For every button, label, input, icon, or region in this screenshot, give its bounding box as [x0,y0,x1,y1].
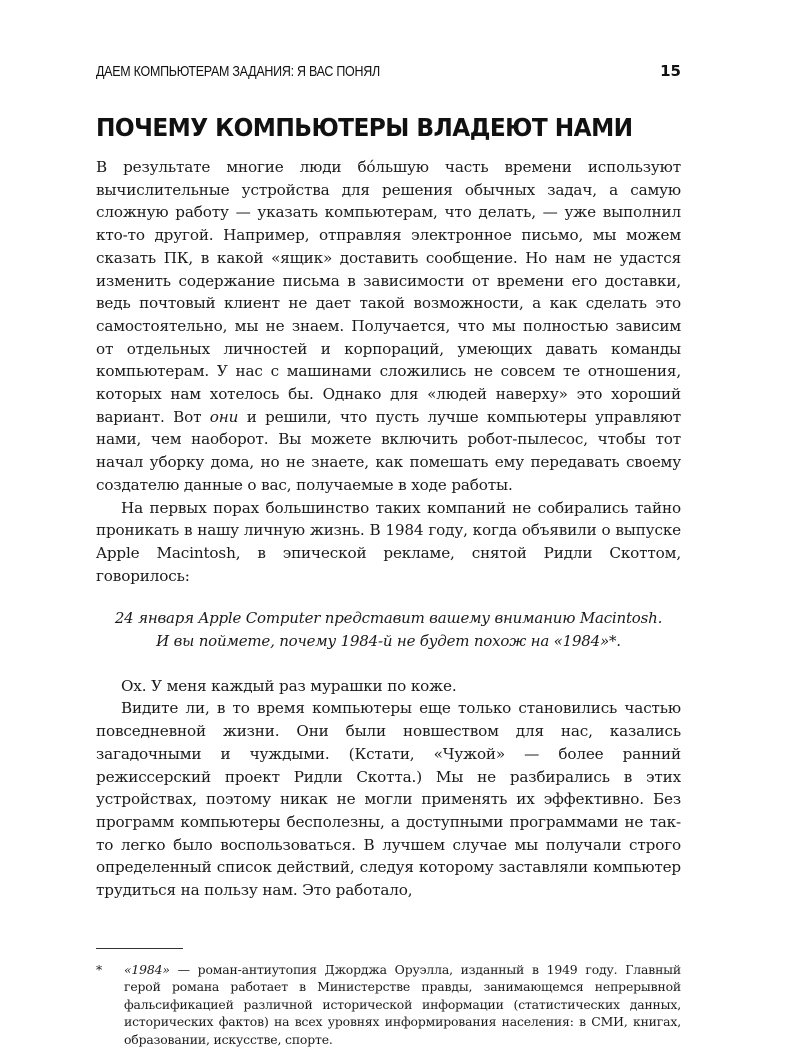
paragraph-2: На первых порах большинство таких компаний не собирались тайно проникать в нашу личную жизнь. В 1984 году, когда объявили о выпуске Apple Macintosh, в эпической рекламе, снятой Ридли Скоттом, говорилось: [96,498,681,585]
paragraph-3: Ох. У меня каждый раз мурашки по коже. [121,676,457,695]
book-page [96,62,681,1048]
quote-line-1: 24 января Apple Computer представит вашему вниманию Macintosh. [114,609,663,628]
footnote [96,961,681,1048]
paragraph-1: В результате многие люди бóльшую часть времени используют вычислительные устройства для решения обычных задач, а самую сложную работу — указать компьютерам, что делать, — уже выполнил кто-то другой. Например, отправляя электронное письмо, мы можем сказать ПК, в какой «ящик» доставить сообщение. Но нам не удастся изменить содержание письма в зависимости от времени его доставки, ведь почтовый клиент не дает такой возможности, а как сделать это самостоятельно, мы не знаем. Получается, что мы полностью зависим от отдельных личностей и корпораций, умеющих давать команды компьютерам. У нас с машинами сложились не совсем те отношения, которых нам хотелось бы. Однако для «людей наверху» это хороший вариант. Вот они и решили, что пусть лучше компьютеры управляют нами, чем наоборот. Вы можете включить робот-пылесос, чтобы тот начал уборку дома, но не знаете, как помешать ему передавать своему создателю данные о вас, получаемые в ходе работы. [96,158,681,494]
footnote-marker: * [96,961,103,977]
section-heading: ПОЧЕМУ КОМПЬЮТЕРЫ ВЛАДЕЮТ НАМИ [96,113,633,142]
block-quote [96,607,681,652]
running-title: ДАЕМ КОМПЬЮТЕРАМ ЗАДАНИЯ: Я ВАС ПОНЯЛ [96,64,380,80]
emphasis-they: они [209,407,239,426]
paragraph-4: Видите ли, в то время компьютеры еще только становились частью повседневной жизни. Они были новшеством для нас, казались загадочными и чуждыми. (Кстати, «Чужой» — более ранний режиссерский проект Ридли Скотта.) Мы не разбирались в этих устройствах, поэтому никак не могли применять их эффективно. Без программ компьютеры бесполезны, а доступными программами не так-то легко было воспользоваться. В лучшем случае мы получали строго определенный список действий, следуя которому заставляли компьютер трудиться на пользу нам. Это работало, [96,699,681,900]
footnote-title: «1984» [124,961,170,977]
body-text [96,156,681,587]
page-number: 15 [660,62,681,80]
footnote-divider [96,948,183,949]
quote-line-2: И вы поймете, почему 1984-й не будет похож на «1984»*. [156,632,621,651]
footnote-text: «1984» — роман-антиутопия Джорджа Оруэлла, изданный в 1949 году. Главный герой романа работает в Министерстве правды, занимающемся непрерывной фальсификацией различной исторической информации (статистических данных, исторических фактов) на всех уровнях информирования населения: в СМИ, книгах, образовании, искусстве, спорте. [124,961,681,1047]
body-text-continued [96,675,681,902]
running-header [96,62,681,86]
